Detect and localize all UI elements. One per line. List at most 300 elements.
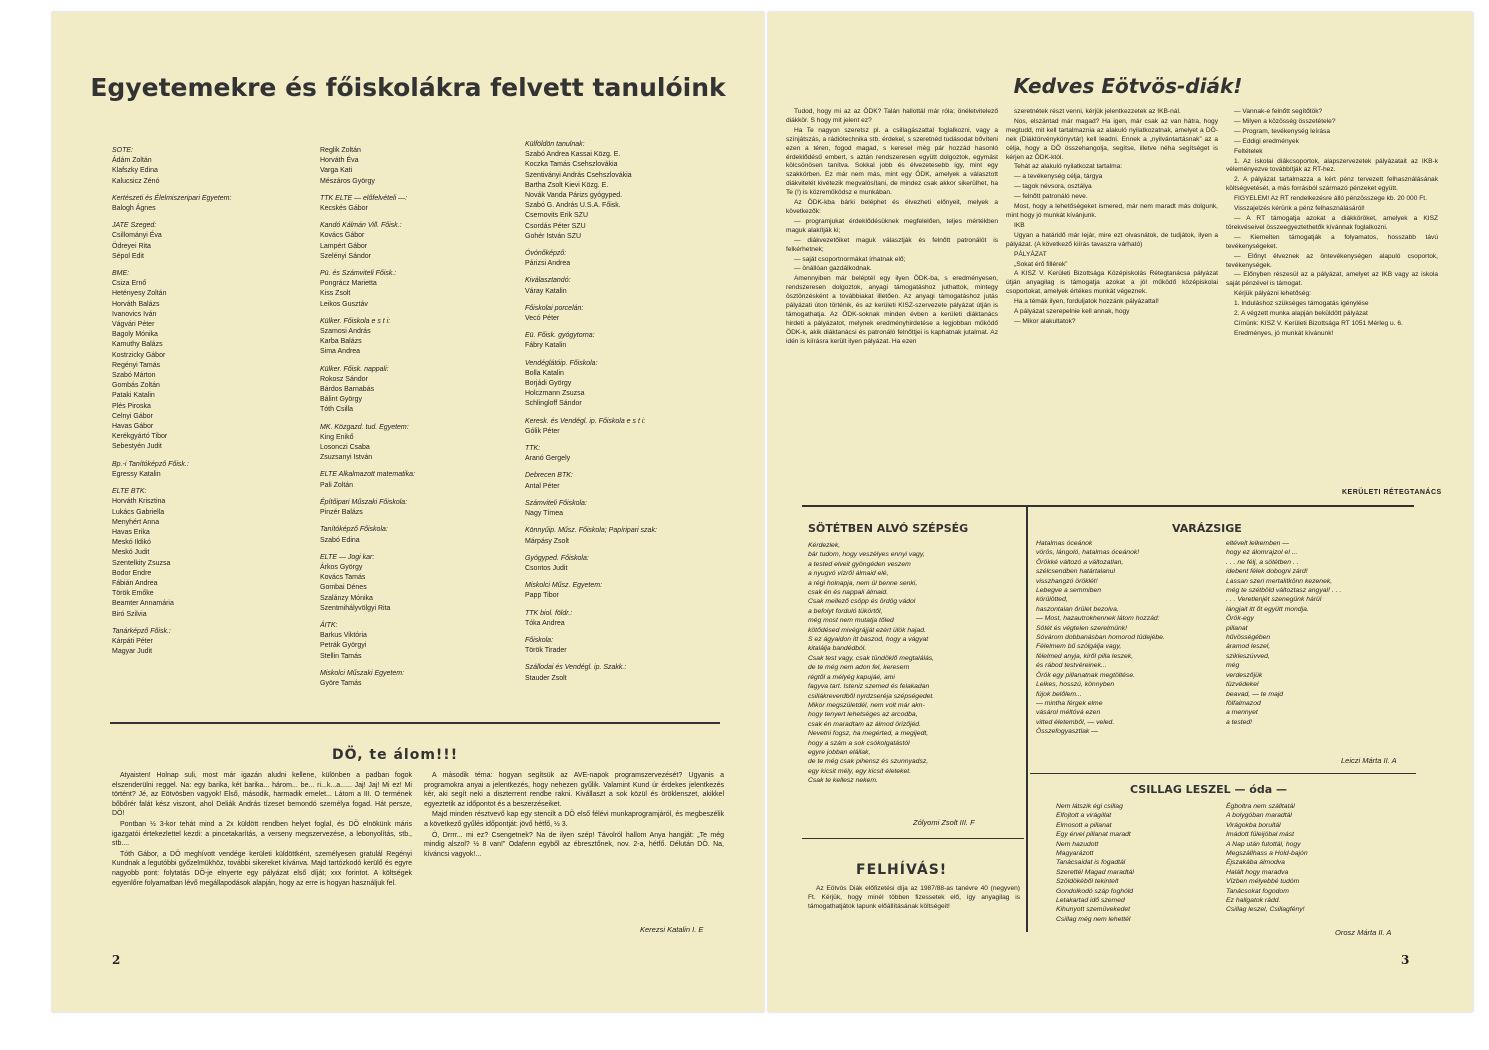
intro-paragraph: — önállóan gazdálkodnak.: [794, 265, 872, 273]
student-name: Aranó Gergely: [525, 455, 571, 463]
spacer: [525, 324, 745, 331]
poem-line: Letakartad idő szemed: [1056, 897, 1125, 905]
student-name: Gohér István SZU: [525, 232, 582, 240]
student-name: Meskó Judit: [112, 549, 150, 557]
poem-line: lángjait itt őt együtt mondja.: [1226, 605, 1309, 613]
intro-paragraph: A pályázat szerepelnie kell annak, hogy: [1014, 308, 1130, 316]
spacer: [112, 214, 302, 221]
do-article-title: DÖ, te álom!!!: [332, 747, 459, 763]
spacer: [320, 262, 520, 269]
intro-paragraph: — Mikor alakultatok?: [1014, 317, 1076, 325]
felhivas-text: [808, 884, 1020, 912]
intro-paragraph: — Kiemelten támogatják a folyamatos, hosszabb távú tevékenységeket.: [1226, 233, 1438, 250]
poem-line: Tanácsaidat is fogadtál: [1056, 859, 1126, 867]
page-number-right: 3: [1401, 953, 1410, 967]
poem-line: kötődésed mivégrájját ezért ülök hajad.: [808, 626, 926, 634]
left-page-title: Egyetemekre és főiskolákra felvett tanulóink: [90, 73, 726, 102]
intro-paragraph: — saját csoportnormákat írhatnak elő;: [794, 255, 906, 263]
intro-paragraph: Ha a témák ilyen, forduljatok hozzánk pályázattal!: [1014, 298, 1159, 306]
student-name: Fábián Andrea: [112, 579, 158, 587]
intro-paragraph: Nos, elszántad már magad? Ha igen, már csak az van hátra, hogy megtudd, mit kell tartalmaznia az alakuló nyilatkozatnak, amelyet a DÖ-nek (Diáktörvénykönyvtár) kell leadni. Ennek a „nyilvántartásnak” az a célja, hogy a DÖ összehangolja, segítse, illetve néha segítséget is kérjen az ÖDK-któl.: [1006, 117, 1218, 161]
poem-line: Félelmem bű szólgálja vagy,: [1036, 643, 1122, 651]
student-name: Szentelkity Zsuzsa: [112, 559, 171, 567]
poem-line: fagyva tart. Isteniz szemed és felakadan: [808, 683, 930, 691]
student-name: King Enikő: [320, 433, 354, 441]
spacer: [320, 546, 520, 553]
student-name: Szelényi Sándor: [320, 252, 371, 260]
intro-paragraph: Most, hogy a lehetőségeket ismered, már nem maradt más dolgunk, mint hogy jó munkát kívánjunk.: [1006, 203, 1218, 219]
poem-line: kitalálja bandédból.: [808, 645, 867, 653]
poem-line: még: [1226, 662, 1240, 670]
poem-line: vörös, lángoló, hatalmas óceánok!: [1036, 549, 1140, 557]
student-name: Kecskés Gábor: [320, 205, 368, 213]
spacer: [112, 620, 302, 627]
intro-paragraph: Visszajelzés kérünk a pénz felhasználásáról!: [1234, 205, 1365, 213]
poem-line: Lelkes, hosszú, könnyben: [1036, 681, 1115, 689]
intro-paragraph: 1. Induláshoz szükséges támogatás igénylése: [1234, 300, 1369, 308]
intro-paragraph: — Előnyben részesül az a pályázat, amelyet az IKB vagy az iskola saját pénzével is támogat.: [1226, 271, 1438, 288]
institution-heading: BME:: [112, 270, 130, 278]
student-name: Vágvári Péter: [112, 321, 155, 329]
poem-line: hogy tenyert lehetséges az arcodba,: [808, 711, 918, 719]
intro-paragraph: „Sokat érő fillérek”: [1014, 260, 1068, 268]
institution-heading: Pü. és Számviteli Főisk.:: [320, 270, 397, 278]
spacer: [320, 518, 520, 525]
poem-line: Sóvárom dobbanásban homorod tüdejébe.: [1036, 634, 1165, 642]
student-name: Sépol Edit: [112, 252, 144, 260]
student-name: Váray Katalin: [525, 287, 567, 295]
institution-heading: Építőipari Műszaki Főiskola:: [320, 498, 408, 506]
poem-line: Tanácsokat fogodom: [1226, 887, 1289, 895]
poem-line: körülötted,: [1036, 596, 1068, 604]
poem-line: Csillag még nem lehettél: [1056, 915, 1131, 923]
student-name: Szentmihályvölgyi Rita: [320, 604, 391, 612]
poem-line: Imádott füleijóbal mást: [1226, 831, 1295, 839]
student-name: Reglik Zoltán: [320, 147, 361, 154]
spacer: [525, 437, 745, 444]
student-name: Horváth Krisztina: [112, 498, 166, 506]
poem-line: egyre jobban elállak,: [808, 748, 871, 756]
institution-heading: Főiskola:: [525, 636, 554, 644]
student-name: Holczmann Zsuzsa: [525, 390, 585, 398]
student-name: Szabó Márton: [112, 372, 156, 380]
institution-heading: Kiválasztandó:: [525, 277, 571, 285]
student-name: Magyar Judit: [112, 648, 153, 656]
institution-heading: ELTE BTK:: [112, 488, 147, 496]
institution-heading: Vendéglátóip. Főiskola:: [525, 359, 598, 367]
right-vertical-divider: [1026, 507, 1028, 932]
institution-heading: Főiskolai porcelán:: [525, 304, 584, 312]
student-name: Zsuzsanyi István: [320, 454, 373, 462]
student-name: Ádám Zoltán: [112, 157, 152, 165]
intro-paragraph: — tagok névsora, osztálya: [1014, 183, 1092, 191]
student-name: Klafszky Edina: [112, 167, 158, 175]
student-name: Beamter Annamária: [112, 600, 174, 608]
poem-line: áramod leszel,: [1226, 643, 1271, 651]
poem-line: még most nem mutatja tőled: [808, 617, 894, 625]
intro-paragraph: PÁLYÁZAT: [1014, 250, 1047, 258]
intro-paragraph: — Előnyt élveznek az öntevékenységen alapuló csoportok, tevékenységek.: [1226, 252, 1438, 269]
student-name: Varga Kati: [320, 167, 353, 175]
poem1-body: [808, 541, 1023, 786]
institution-heading: ELTE — Jogi kar:: [320, 553, 375, 561]
student-name: Menyhért Anna: [112, 518, 160, 526]
institution-heading: Miskolci Műszaki Egyetem:: [320, 669, 405, 677]
poem-line: pillanat: [1226, 624, 1248, 632]
poem2-column-2: [1226, 539, 1416, 727]
intro-paragraph: Eredményes, jó munkát kívánunk!: [1234, 329, 1334, 337]
poem-line: fölfalmazod: [1226, 699, 1261, 707]
poem-line: Nem látszik égi csillag: [1056, 803, 1123, 810]
student-name: Schlingloff Sándor: [525, 400, 582, 408]
intro-paragraph: Tudod, hogy mi az az ÖDK? Talán hallottál már róla; önéletvitelező diákkör. S hogy mit jelent ez?: [786, 108, 998, 124]
student-name: Györe Tamás: [320, 679, 362, 687]
student-name: Plés Piroska: [112, 402, 151, 410]
institution-heading: MK. Közgazd. tud. Egyetem:: [320, 423, 409, 431]
student-name: Csordás Péter SZU: [525, 222, 586, 230]
institution-heading: Tanárképző Főisk.:: [112, 627, 171, 635]
poem-line: és rábod testvéreinek...: [1036, 662, 1107, 670]
poem3-column-1: [1056, 802, 1221, 924]
poem1-title: SÖTÉTBEN ALVÓ SZÉPSÉG: [808, 522, 969, 535]
poem-line: Hatalmas óceánok: [1036, 540, 1093, 547]
felhivas-paragraph: Az Eötvös Diák előfizetési díja az 1987/88-as tanévre 40 (negyven) Ft. Kérjük, hogy minél többen fizessetek elő, így anyagilag is támogathatjátok lapunk előállításának költségeit!: [808, 885, 1020, 910]
poem-line: szélcsendben határtalanul: [1036, 568, 1115, 576]
institution-heading: Könnyűip. Műsz. Főiskola; Papíripari szak:: [525, 527, 657, 535]
intro-paragraph: Ha Te nagyon szeretsz pl. a csillagászattal foglalkozni, vagy a színjátszás, a rádiótechnika stb. érdekel, s szeretnéd tudásodat bővíteni ezen a téren, fogod magad, s keresel még pár hozzád hasonló érdeklődésű embert, s aztán rendszeresen együtt dolgoztok, egymást kölcsönösen tanítva. Sokkal jobb és élvezetesebb így, mint egy szakkörben. Ez már nem más, mint egy ÖDK, amelyek a választott diákvitelét kivétezik megvalósítani, de mindez csak akkor sikerülhet, ha Te (!) is közreműködsz e munkában.: [786, 126, 998, 197]
do-article-signature: Kerezsi Katalin I. E: [640, 925, 704, 934]
poem2-signature: Leiczi Márta II. A: [1341, 756, 1397, 765]
poem-line: Égboltra nem szálltatál: [1226, 803, 1295, 810]
poem-line: Szerettél Magad maradtál: [1056, 868, 1134, 876]
institution-heading: Szállodai és Vendégl. ip. Szakk.:: [525, 664, 627, 672]
institution-heading: Külker. Főisk. nappali:: [320, 365, 389, 373]
do-paragraph: A második téma: hogyan segítsük az AVE-napok programszervezését? Ugyanis a programokra anyai a jelentkezés, hogy nehezen gyűlik. Valamint Kund úr érdekes jelentkezés kér, aki segít neki a diszterrent rendbe rakni. Kivállaszt a sok közül és öröklenszet, akikkel egyeztetik az időpontot és a beszerzéseiket.: [424, 772, 724, 808]
student-name: Gólik Péter: [525, 427, 560, 435]
spacer: [112, 187, 302, 194]
student-name: Tóth Csilla: [320, 406, 354, 414]
poem-line: bár tudom, hogy veszélyes ennyi vagy,: [808, 551, 925, 559]
admissions-column-1: [112, 146, 302, 657]
student-name: Árkos György: [320, 563, 363, 571]
student-name: Horváth Balázs: [112, 300, 160, 308]
institution-heading: Tanítóképző Főiskola:: [320, 526, 388, 534]
student-name: Karba Balázs: [320, 338, 362, 346]
poem1-signature: Zólyomi Zsolt III. F: [913, 818, 975, 827]
intro-paragraph: Ugyan a határidő már lejár, mire ezt olvasnátok, de tudjátok, ilyen a pályázat. (A következő kiírás tavaszra várható): [1006, 231, 1218, 248]
student-name: Nagy Tímea: [525, 510, 563, 518]
poem-line: hogy a szám a sok csókolgatástól: [808, 739, 910, 747]
poem-line: vitted életemből, — veled.: [1036, 718, 1115, 726]
intro-paragraph: — Program, tevékenység leírása: [1234, 127, 1331, 135]
spacer: [320, 214, 520, 221]
felhivas-title: FELHÍVÁS!: [856, 862, 948, 878]
spacer: [525, 629, 745, 636]
student-name: Pongrácz Marietta: [320, 280, 377, 288]
poem-line: Halált hogy maradva: [1226, 868, 1289, 876]
student-name: Vecó Péter: [525, 315, 560, 323]
student-name: Ivanovics Iván: [112, 310, 157, 318]
poem-line: a tested elveit gyöngéden veszem: [808, 560, 911, 568]
student-name: Kerékgyártó Tibor: [112, 433, 168, 441]
institution-heading: Keresk. és Vendégl. ip. Főiskola e s t i:: [525, 417, 646, 425]
poem-line: Szöldökéből tekintelt: [1056, 878, 1119, 886]
student-name: Sebestyén Judit: [112, 443, 162, 451]
intro-paragraph: Az ÖDK-kba bárki beléphet és élvezheti előnyeit, melyek a következők:: [786, 199, 998, 215]
right-page: [768, 12, 1473, 1012]
poem-line: A bolygóban maradtál: [1226, 812, 1292, 820]
intro-paragraph: szeretnétek részt venni, kérjük jelentkezzetek az IKB-nál.: [1014, 108, 1181, 115]
intro-paragraph: Feltételek: [1234, 147, 1263, 155]
poem-line: Megszállhass a Hold-bajón: [1226, 850, 1308, 858]
institution-heading: Miskolci Műsz. Egyetem:: [525, 582, 603, 590]
poem-line: de te még csak pihensz és szunnyadsz,: [808, 758, 929, 766]
institution-heading: Gyógyped. Főiskola:: [525, 554, 589, 562]
student-name: Antal Péter: [525, 482, 560, 490]
poem-line: Elmosott a pillanat: [1056, 821, 1112, 829]
spacer: [525, 410, 745, 417]
institution-heading: ÁITK:: [320, 621, 338, 629]
poem-line: de te még nem adon fel, keresem: [808, 664, 910, 672]
do-paragraph: Atyaisten! Holnap suli, most már igazán aludni kellene, különben a padban fogok elszenderülni reggel. Na: egy barika, két barika... három... be... ri...k...a...... Jaj! Jaj! Mi ez! Mi történt? Jé, az Eötvösben vagyok! Első, második, harmadik emelet... Látom a III. O termének bőbőrér falát kész viszont, ahol Deliák András tízeset bemondó személya fogad. Hát persze, DÖ!: [112, 772, 412, 818]
intro-paragraph: 1. Az iskolai diákcsoportok, alapszervezetek pályázatait az IKB-k véleményezve továbbítják az RT-hez.: [1226, 157, 1438, 174]
intro-paragraph: FIGYELEM! Az RT rendelkezésre álló pénzösszege kb. 20 000 Ft.: [1234, 195, 1427, 203]
student-name: Török Emőke: [112, 590, 154, 598]
student-name: Kostrzicky Gábor: [112, 351, 166, 359]
right-page-title: Kedves Eötvös-diák!: [1013, 74, 1243, 98]
poem-line: a nyugvó vízről álmaid elé,: [808, 570, 889, 578]
left-page: [52, 12, 764, 1012]
poem-line: vásárol méltóvá ezen: [1036, 709, 1101, 717]
student-name: Balogh Ágnes: [112, 205, 156, 213]
section-divider: [110, 722, 720, 724]
student-name: Csernovits Erik SZU: [525, 212, 589, 220]
poem-line: Sötét és végtelen szerelmünk!: [1036, 624, 1128, 632]
poem-line: Vízben mélyebbé tudóm: [1226, 878, 1300, 886]
poem-line: Csak mellező csöpp és ördög vádol: [808, 598, 916, 606]
spacer: [525, 656, 745, 663]
student-name: Biró Szilvia: [112, 610, 147, 618]
student-name: Lampért Gábor: [320, 242, 368, 250]
intro-paragraph: — felnőtt patronáló neve.: [1014, 193, 1088, 201]
poem-line: csak én és nappali álmaid.: [808, 589, 889, 597]
poem-line: Ez hallgatok rádd.: [1226, 897, 1281, 905]
do-paragraph: Tóth Gábor, a DÖ meghívott vendége kerületi küldöttként, személyesen gratulál Regényi Kundnak a legutóbbi győzelmükhöz, további sikereket kívánva. Majd tartózkodó kerülő és egyre nagyobb pont: folytatás DÖ-je elnyerte egy pályázat első díját; xxx forintot. A költségek egyenlőre folyamatban lévő megállapodások alapján, hogy az erre is hogyan használjuk fel.: [112, 850, 412, 887]
institution-heading: Külker. Főiskola e s t i:: [320, 317, 391, 325]
poem-line: szikleszúvved,: [1226, 652, 1270, 660]
student-name: Kalucsicz Zénó: [112, 177, 160, 185]
student-name: Barkus Viktória: [320, 632, 367, 640]
intro-paragraph: — Eddigi eredmények: [1234, 137, 1299, 145]
poem3-title: CSILLAG LESZEL — óda —: [1130, 783, 1287, 796]
spacer: [525, 519, 745, 526]
do-paragraph: Ó, Drrrr... mi ez? Csengetnek? Na de ilyen szép! Távolról hallom Anya hangját: „Te még mindig alszol? ½ 8 van!” Odafenn egyből az ébresztőnek, nov. 2-a, hétfő. Délután DÖ. Na, kíváncsi vagyok!...: [424, 831, 724, 858]
student-name: Bartha Zsolt Kievi Közg. E.: [525, 181, 609, 189]
student-name: Borjádi György: [525, 380, 572, 388]
poem-line: haszontalan őrület bezolva.: [1036, 605, 1119, 613]
institution-heading: Kertészeti és Élelmiszeripari Egyetem:: [112, 194, 232, 202]
student-name: Szalánzy Mónika: [320, 594, 373, 602]
poem-line: a régi holnapja, nem ül benne senki,: [808, 579, 918, 587]
spacer: [320, 614, 520, 621]
poem-line: régtől a mélyég kapujáé, ami: [808, 673, 895, 681]
institution-heading: Óvónőképző:: [525, 250, 567, 258]
spacer: [525, 547, 745, 554]
poem-line: — mintha férgek elme: [1036, 699, 1103, 707]
student-name: Egressy Katalin: [112, 470, 161, 478]
institution-heading: Eü. Főisk. gyógytorna:: [525, 332, 595, 340]
spacer: [525, 242, 745, 249]
spacer: [525, 269, 745, 276]
institution-heading: ELTE Alkalmazott matematika:: [320, 471, 415, 479]
intro-paragraph: 2. A pályázat tartalmazza a kért pénz tervezett felhasználásának költségvetését, a más forrásból származó pénzeket együtt.: [1226, 176, 1438, 193]
student-name: Csillományi Éva: [112, 232, 162, 240]
poem-line: A Nap után futottál, hogy: [1226, 840, 1301, 848]
poem3-signature: Orosz Márta II. A: [1335, 928, 1392, 937]
spacer: [320, 463, 520, 470]
student-name: Papp Tibor: [525, 592, 559, 600]
intro-column-3: [1226, 108, 1438, 340]
student-name: Szabó G. András U.S.A. Főisk.: [525, 202, 621, 210]
poem-line: Kérdezlek,: [808, 542, 841, 549]
student-name: Tóka Andrea: [525, 619, 565, 627]
poem-line: beavad, — te majd: [1226, 690, 1284, 698]
student-name: Kamuthy Balázs: [112, 341, 163, 349]
poem2-column-1: [1036, 539, 1211, 737]
page-number-left: 2: [112, 953, 121, 967]
student-name: Szamosi András: [320, 328, 371, 336]
intro-paragraph: IKB: [1014, 221, 1025, 229]
student-name: Celnyi Gábor: [112, 412, 153, 420]
spacer: [320, 662, 520, 669]
student-name: Bolla Katalin: [525, 369, 564, 377]
spacer: [320, 187, 520, 194]
spacer: [320, 416, 520, 423]
spacer: [525, 352, 745, 359]
poem-line: a mennyet: [1226, 709, 1258, 717]
institution-heading: Kandó Kálmán Vill. Főisk.:: [320, 222, 402, 230]
poem-line: eltévelt lelkemben —: [1226, 540, 1290, 547]
poem-line: csak én maradtam az álmod örizőjéd.: [808, 720, 921, 728]
poem-line: S ez ágyaidon itt baszod, hogy a vágyat: [808, 636, 929, 644]
do-paragraph: Majd minden résztvevő kap egy stencilt a DÖ első félévi munkaprogramjáról, és megbeszélik a következő gyűlés időpontját: jövő hétfő, ½ 3.: [424, 811, 724, 828]
student-name: Fábry Katalin: [525, 342, 567, 350]
student-name: Havas Erika: [112, 528, 150, 536]
student-name: Kovács Tamás: [320, 574, 366, 582]
student-name: Meskó Ildikó: [112, 539, 151, 547]
student-name: Horváth Éva: [320, 157, 359, 165]
spacer: [525, 297, 745, 304]
poem-line: Nem hazudott: [1056, 840, 1099, 848]
student-name: Lukács Gabriella: [112, 508, 165, 516]
student-name: Hetényesy Zoltán: [112, 290, 167, 298]
poem-line: Örök egy pillanatnak megtöltése.: [1036, 671, 1135, 679]
intro-paragraph: Kérjük pályázni lehetőség:: [1234, 290, 1311, 298]
student-name: Gombai Dénes: [320, 584, 367, 592]
admissions-column-3: [525, 140, 745, 684]
intro-paragraph: 2. A végzett munka alapján beküldött pályázat: [1234, 310, 1368, 318]
spacer: [320, 491, 520, 498]
student-name: Havas Gábor: [112, 423, 154, 431]
poem-line: Csak test vagy, csak tündöklő megtalálás,: [808, 654, 935, 662]
spacer: [525, 574, 745, 581]
poem3-column-2: [1226, 802, 1406, 915]
poem-line: félelmed anyja, kiről pilla leszek,: [1036, 652, 1134, 660]
spacer: [112, 453, 302, 460]
poem2-title: VARÁZSIGE: [1172, 522, 1242, 535]
poem-line: Virágokba borultál: [1226, 821, 1281, 829]
poem-line: Gondolkodó száp foghóld: [1056, 887, 1134, 895]
poem-line: Összefogyasztlak —: [1036, 728, 1098, 736]
student-name: Csontos Judit: [525, 564, 568, 572]
spacer: [112, 480, 302, 487]
poem-line: visszhangzó öröklét!: [1036, 577, 1098, 585]
poem-line: Nevetni fogsz, ha megérted, a megijedt,: [808, 730, 929, 738]
student-name: Mészáros György: [320, 177, 375, 185]
felhivas-divider: [802, 838, 1024, 839]
poem-line: Éjszakába álmodva: [1226, 859, 1285, 867]
student-name: Pinzér Balázs: [320, 509, 363, 517]
student-name: Szabó Edina: [320, 536, 360, 544]
poem-line: Magyarázott: [1056, 850, 1094, 858]
spacer: [525, 492, 745, 499]
student-name: Stellin Tamás: [320, 652, 362, 660]
admissions-column-2: [320, 146, 520, 689]
poem-line: hűvösségében: [1226, 634, 1271, 642]
institution-heading: Külföldön tanulnak:: [525, 141, 585, 148]
spacer: [320, 358, 520, 365]
intro-paragraph: A KISZ V. Kerületi Bizottsága Középiskolás Rétegtanácsa pályázat útján anyagilag is támogatja azokat a jól működő középiskolai csoportokat, amelyek értékes munkát végeznek.: [1006, 270, 1218, 296]
poem-line: Lebegve a semmiben: [1036, 587, 1101, 595]
student-name: Novák Vanda Párizs gyógyped.: [525, 192, 623, 200]
student-name: Kovács Gábor: [320, 232, 365, 240]
spacer: [525, 602, 745, 609]
institution-heading: TTK:: [525, 445, 541, 453]
intro-paragraph: Tehát az alakuló nyilatkozat tartalma:: [1014, 163, 1123, 171]
intro-paragraph: — Milyen a közösség összetétele?: [1234, 117, 1336, 125]
intro-paragraph: — A RT támogatja azokat a diákköröket, amelyek a KISZ törekvéseivel összeegyeztethetők kívánnak foglalkozni.: [1226, 214, 1438, 231]
poem-line: . . . Veretlenjét szenegünk hárül: [1226, 596, 1322, 604]
poem-line: még te szétböld változtasz angyal! . . .: [1226, 587, 1342, 595]
institution-heading: TTK biol. földr.:: [525, 609, 573, 617]
intro-column-1: [786, 108, 998, 348]
poem-line: egy kicsit mély, egy kicsit életeket.: [808, 767, 911, 775]
institution-heading: Bp.-i Tanítóképző Főisk.:: [112, 460, 189, 468]
poem-line: a tested!: [1226, 718, 1253, 726]
poem3-divider: [1030, 773, 1416, 774]
poem-line: verdeszőjük: [1226, 671, 1263, 679]
intro-signature: KERÜLETI RÉTEGTANÁCS: [1342, 489, 1442, 496]
student-name: Bárdos Barnabás: [320, 386, 375, 394]
student-name: Bodor Endre: [112, 569, 152, 577]
poem-line: tüzvédekel: [1226, 681, 1259, 689]
student-name: Koczka Tamás Csehszlovákia: [525, 161, 618, 169]
poem-line: hogy ez álomrajzol el ...: [1226, 549, 1298, 557]
student-name: Rokosz Sándor: [320, 375, 368, 383]
student-name: Szentiványi András Csehszlovákia: [525, 171, 632, 179]
student-name: Török Tirader: [525, 647, 567, 655]
institution-heading: TTK ELTE — előfelvételi —:: [320, 194, 408, 202]
poem-line: csillákreverdből nyrdzseréja szépségedet.: [808, 692, 935, 700]
institution-heading: JATE Szeged:: [112, 222, 157, 230]
student-name: Leikos Gusztáv: [320, 300, 368, 308]
do-article-column-2: [424, 771, 724, 860]
poem-line: fújok belőlem...: [1036, 690, 1082, 698]
student-name: Kiss Zsolt: [320, 290, 351, 298]
intro-paragraph: — diákvezetőiket maguk választják és felnőtt patronálót is felkérhetnek;: [786, 236, 998, 253]
poem-line: Lassan szeri mertalitkönn kezenek,: [1226, 577, 1333, 585]
student-name: Bagoly Mónika: [112, 331, 158, 339]
